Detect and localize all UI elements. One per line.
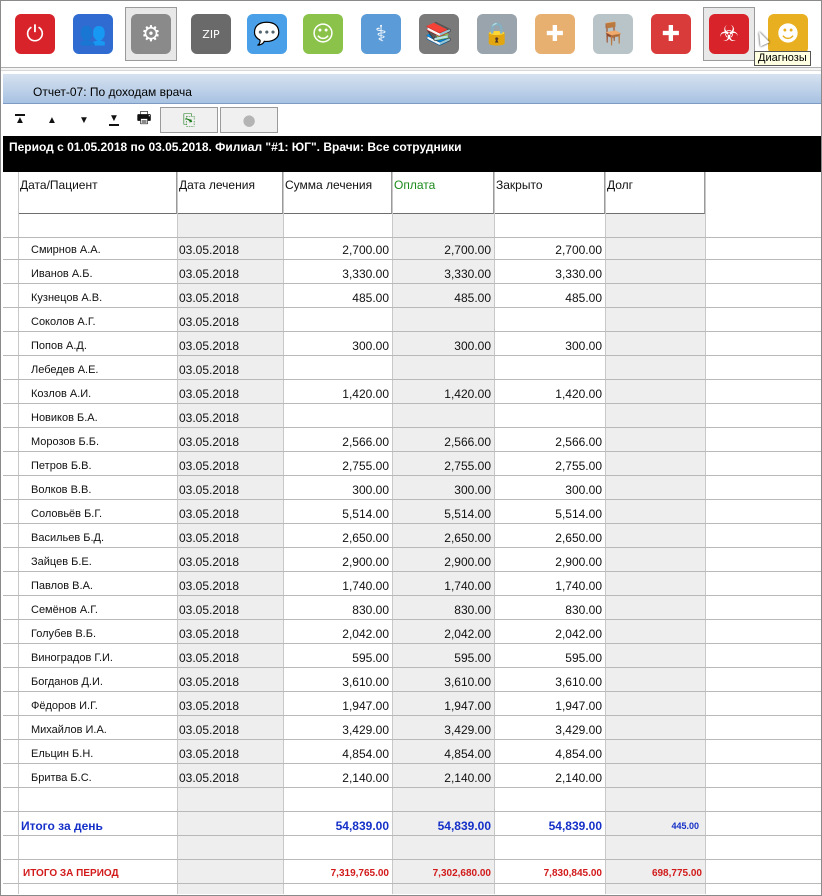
table-row[interactable] <box>3 572 821 596</box>
debt <box>607 404 702 428</box>
printer-icon: 🖶 <box>136 107 152 127</box>
report-toolbar <box>3 104 821 136</box>
closed: 4,854.00 <box>555 747 602 761</box>
export-icon: ⎘ <box>182 111 195 129</box>
debt <box>607 716 702 740</box>
treatment-sum: 2,700.00 <box>342 243 389 257</box>
table-row[interactable] <box>3 356 821 380</box>
patient-name: Кузнецов А.В. <box>31 292 103 304</box>
table-row[interactable] <box>3 596 821 620</box>
treatment-sum: 4,854.00 <box>342 747 389 761</box>
debt <box>607 668 702 692</box>
print-button[interactable] <box>133 107 155 133</box>
debt <box>607 740 702 764</box>
debt <box>607 500 702 524</box>
closed <box>496 356 602 380</box>
payment: 3,429.00 <box>444 723 491 737</box>
total-day-row[interactable] <box>3 812 821 836</box>
patient-name: Козлов А.И. <box>31 388 92 400</box>
total-period-paid: 7,302,680.00 <box>432 868 491 879</box>
table-row[interactable] <box>3 524 821 548</box>
column-header-closed[interactable]: Закрыто <box>494 172 605 214</box>
treatment-date: 03.05.2018 <box>179 555 240 569</box>
treatment-sum: 2,900.00 <box>342 555 389 569</box>
treatment-sum: 1,420.00 <box>342 387 389 401</box>
closed: 2,700.00 <box>555 243 602 257</box>
total-period-sum: 7,319,765.00 <box>330 868 389 879</box>
column-header-paid[interactable]: Оплата <box>392 172 494 214</box>
patient-name: Морозов Б.Б. <box>31 436 100 448</box>
total-period-debt: 698,775.00 <box>651 868 702 879</box>
debt <box>607 764 702 788</box>
next-record-icon: ▼ <box>79 114 89 126</box>
first-aid-icon: ✚ <box>651 14 691 54</box>
debt <box>607 620 702 644</box>
treatment-sum <box>285 356 389 380</box>
tooltip: Диагнозы <box>754 51 811 66</box>
books-icon: 📚 <box>419 14 459 54</box>
closed: 1,740.00 <box>555 579 602 593</box>
treatment-date: 03.05.2018 <box>179 771 240 785</box>
settings-tools-button[interactable] <box>125 7 177 61</box>
treatment-sum: 2,140.00 <box>342 771 389 785</box>
last-record-icon: ▼ <box>109 113 119 124</box>
closed: 2,650.00 <box>555 531 602 545</box>
treatment-date: 03.05.2018 <box>179 267 240 281</box>
column-header-debt[interactable]: Долг <box>605 172 705 214</box>
treatment-sum: 3,610.00 <box>342 675 389 689</box>
stethoscope-icon: ⚕ <box>361 14 401 54</box>
debt <box>607 428 702 452</box>
table-row[interactable] <box>3 284 821 308</box>
treatment-date: 03.05.2018 <box>179 507 240 521</box>
payment: 2,700.00 <box>444 243 491 257</box>
treatment-sum: 485.00 <box>352 291 389 305</box>
payment: 1,740.00 <box>444 579 491 593</box>
table-row[interactable] <box>3 452 821 476</box>
patient-name: Бритва Б.С. <box>31 772 92 784</box>
report-window-titlebar <box>3 74 821 104</box>
closed: 300.00 <box>565 339 602 353</box>
payment: 2,755.00 <box>444 459 491 473</box>
biohazard-icon: ☣ <box>709 14 749 54</box>
patient-name: Петров Б.В. <box>31 460 92 472</box>
payment: 1,420.00 <box>444 387 491 401</box>
debt <box>607 452 702 476</box>
first-aid-button[interactable] <box>645 7 697 61</box>
treatment-sum: 2,755.00 <box>342 459 389 473</box>
safe-icon: 🔒 <box>477 14 517 54</box>
treatment-date: 03.05.2018 <box>179 339 240 353</box>
users-icon: 👥 <box>73 14 113 54</box>
stop-button[interactable] <box>220 107 278 133</box>
treatment-sum: 1,947.00 <box>342 699 389 713</box>
patient-name: Волков В.В. <box>31 484 92 496</box>
payment: 5,514.00 <box>444 507 491 521</box>
debt <box>607 596 702 620</box>
patient-name: Голубев В.Б. <box>31 628 97 640</box>
last-record-button[interactable] <box>105 107 123 133</box>
treatment-sum: 300.00 <box>352 339 389 353</box>
treatment-date: 03.05.2018 <box>179 363 240 377</box>
treatment-sum: 830.00 <box>352 603 389 617</box>
patient-name: Соколов А.Г. <box>31 316 96 328</box>
payment <box>394 356 491 380</box>
table-row[interactable] <box>3 476 821 500</box>
export-button[interactable] <box>160 107 218 133</box>
table-row[interactable] <box>3 308 821 332</box>
table-row[interactable] <box>3 620 821 644</box>
payment <box>394 308 491 332</box>
table-row[interactable] <box>3 716 821 740</box>
debt <box>607 572 702 596</box>
prev-record-icon: ▲ <box>47 114 57 126</box>
patient-name: Соловьёв Б.Г. <box>31 508 103 520</box>
total-day-debt: 445.00 <box>671 821 699 831</box>
patient-name: Павлов В.А. <box>31 580 93 592</box>
closed: 2,755.00 <box>555 459 602 473</box>
treatment-date: 03.05.2018 <box>179 387 240 401</box>
closed: 5,514.00 <box>555 507 602 521</box>
report-period-banner <box>3 136 821 172</box>
treatment-date: 03.05.2018 <box>179 459 240 473</box>
next-record-button[interactable] <box>75 107 93 133</box>
table-row[interactable] <box>3 236 821 260</box>
payment: 3,330.00 <box>444 267 491 281</box>
debt <box>607 548 702 572</box>
prev-record-button[interactable] <box>43 107 61 133</box>
stop-icon: ● <box>242 111 256 129</box>
closed: 3,610.00 <box>555 675 602 689</box>
table-row[interactable] <box>3 260 821 284</box>
treatment-sum <box>285 308 389 332</box>
treatment-date: 03.05.2018 <box>179 627 240 641</box>
closed: 3,429.00 <box>555 723 602 737</box>
table-row[interactable] <box>3 404 821 428</box>
biohazard-button[interactable] <box>703 7 755 61</box>
users-button[interactable] <box>67 7 119 61</box>
debt <box>607 236 702 260</box>
patient-name: Фёдоров И.Г. <box>31 700 98 712</box>
nurse-icon: ✚ <box>535 14 575 54</box>
patient-name: Васильев Б.Д. <box>31 532 105 544</box>
chat-button[interactable] <box>241 7 293 61</box>
first-record-icon: ▲ <box>15 115 25 126</box>
table-row[interactable] <box>3 644 821 668</box>
power-icon: ⏻ <box>15 14 55 54</box>
patient-name: Богданов Д.И. <box>31 676 103 688</box>
payment: 300.00 <box>454 483 491 497</box>
patient-name: Лебедев А.Е. <box>31 364 99 376</box>
zip-archive-button[interactable] <box>185 7 237 61</box>
payment: 3,610.00 <box>444 675 491 689</box>
closed: 2,042.00 <box>555 627 602 641</box>
total-period-row[interactable] <box>3 860 821 884</box>
patient-name: Ельцин Б.Н. <box>31 748 94 760</box>
payment: 2,650.00 <box>444 531 491 545</box>
safe-button[interactable] <box>471 7 523 61</box>
toolbar-separator <box>1 67 821 71</box>
closed: 2,566.00 <box>555 435 602 449</box>
payment: 485.00 <box>454 291 491 305</box>
closed: 1,420.00 <box>555 387 602 401</box>
patient-name: Семёнов А.Г. <box>31 604 98 616</box>
treatment-date: 03.05.2018 <box>179 435 240 449</box>
debt <box>607 644 702 668</box>
treatment-sum: 300.00 <box>352 483 389 497</box>
total-day-closed: 54,839.00 <box>548 819 602 833</box>
treatment-sum: 3,330.00 <box>342 267 389 281</box>
debt <box>607 380 702 404</box>
payment: 4,854.00 <box>444 747 491 761</box>
emoji-icon: ☻ <box>768 14 808 54</box>
debt <box>607 308 702 332</box>
zip-archive-icon: ZIP <box>191 14 231 54</box>
table-spacer-row[interactable] <box>3 214 821 238</box>
finder-button[interactable] <box>297 7 349 61</box>
treatment-date: 03.05.2018 <box>179 747 240 761</box>
payment: 595.00 <box>454 651 491 665</box>
payment: 830.00 <box>454 603 491 617</box>
treatment-sum <box>285 404 389 428</box>
column-header-patient[interactable]: Дата/Пациент <box>18 172 177 214</box>
payment: 2,140.00 <box>444 771 491 785</box>
table-row[interactable] <box>3 500 821 524</box>
debt <box>607 332 702 356</box>
patient-name: Новиков Б.А. <box>31 412 98 424</box>
treatment-sum: 2,566.00 <box>342 435 389 449</box>
dental-chair-icon: 🪑 <box>593 14 633 54</box>
total-period-closed: 7,830,845.00 <box>543 868 602 879</box>
patient-name: Виноградов Г.И. <box>31 652 113 664</box>
settings-tools-icon: ⚙ <box>131 14 171 54</box>
books-button[interactable] <box>413 7 465 61</box>
treatment-date: 03.05.2018 <box>179 675 240 689</box>
payment: 2,900.00 <box>444 555 491 569</box>
debt <box>607 284 702 308</box>
closed: 3,330.00 <box>555 267 602 281</box>
table-row[interactable] <box>3 692 821 716</box>
treatment-sum: 5,514.00 <box>342 507 389 521</box>
table-row[interactable] <box>3 332 821 356</box>
power-button[interactable] <box>9 7 61 61</box>
patient-name: Иванов А.Б. <box>31 268 93 280</box>
treatment-date: 03.05.2018 <box>179 579 240 593</box>
report-grid <box>3 172 821 894</box>
column-header-sum[interactable]: Сумма лечения <box>283 172 392 214</box>
treatment-date: 03.05.2018 <box>179 699 240 713</box>
debt <box>607 476 702 500</box>
table-row[interactable] <box>3 764 821 788</box>
table-spacer-row[interactable] <box>3 836 821 860</box>
payment: 2,042.00 <box>444 627 491 641</box>
table-row[interactable] <box>3 548 821 572</box>
treatment-date: 03.05.2018 <box>179 411 240 425</box>
debt <box>607 260 702 284</box>
payment: 2,566.00 <box>444 435 491 449</box>
stethoscope-button[interactable] <box>355 7 407 61</box>
table-row[interactable] <box>3 428 821 452</box>
closed: 2,900.00 <box>555 555 602 569</box>
chat-icon: 💬 <box>247 14 287 54</box>
treatment-date: 03.05.2018 <box>179 291 240 305</box>
payment: 1,947.00 <box>444 699 491 713</box>
patient-name: Смирнов А.А. <box>31 244 101 256</box>
closed: 300.00 <box>565 483 602 497</box>
period-text: Период с 01.05.2018 по 03.05.2018. Филиал "#1: ЮГ". Врачи: Все сотрудники <box>9 140 462 154</box>
total-day-sum: 54,839.00 <box>335 819 389 833</box>
treatment-sum: 2,042.00 <box>342 627 389 641</box>
closed: 1,947.00 <box>555 699 602 713</box>
table-row[interactable] <box>3 740 821 764</box>
main-toolbar <box>1 1 821 67</box>
table-row[interactable] <box>3 668 821 692</box>
table-spacer-row[interactable] <box>3 788 821 812</box>
table-row[interactable] <box>3 380 821 404</box>
report-title: Отчет-07: По доходам врача <box>33 85 192 99</box>
payment <box>394 404 491 428</box>
column-header-date[interactable]: Дата лечения <box>177 172 283 214</box>
treatment-date: 03.05.2018 <box>179 723 240 737</box>
debt <box>607 692 702 716</box>
treatment-sum: 2,650.00 <box>342 531 389 545</box>
closed: 485.00 <box>565 291 602 305</box>
treatment-date: 03.05.2018 <box>179 531 240 545</box>
dental-chair-button[interactable] <box>587 7 639 61</box>
debt <box>607 524 702 548</box>
treatment-date: 03.05.2018 <box>179 315 240 329</box>
closed: 2,140.00 <box>555 771 602 785</box>
total-day-paid: 54,839.00 <box>437 819 491 833</box>
total-period-label: ИТОГО ЗА ПЕРИОД <box>23 868 119 879</box>
finder-icon: ☺ <box>303 14 343 54</box>
treatment-date: 03.05.2018 <box>179 243 240 257</box>
treatment-sum: 595.00 <box>352 651 389 665</box>
payment: 300.00 <box>454 339 491 353</box>
patient-name: Зайцев Б.Е. <box>31 556 92 568</box>
closed <box>496 308 602 332</box>
treatment-date: 03.05.2018 <box>179 651 240 665</box>
patient-name: Попов А.Д. <box>31 340 87 352</box>
treatment-sum: 1,740.00 <box>342 579 389 593</box>
closed: 830.00 <box>565 603 602 617</box>
treatment-date: 03.05.2018 <box>179 483 240 497</box>
treatment-sum: 3,429.00 <box>342 723 389 737</box>
nurse-button[interactable] <box>529 7 581 61</box>
debt <box>607 356 702 380</box>
treatment-date: 03.05.2018 <box>179 603 240 617</box>
first-record-button[interactable] <box>11 107 29 133</box>
patient-name: Михайлов И.А. <box>31 724 107 736</box>
closed <box>496 404 602 428</box>
total-day-label: Итого за день <box>21 819 103 833</box>
closed: 595.00 <box>565 651 602 665</box>
